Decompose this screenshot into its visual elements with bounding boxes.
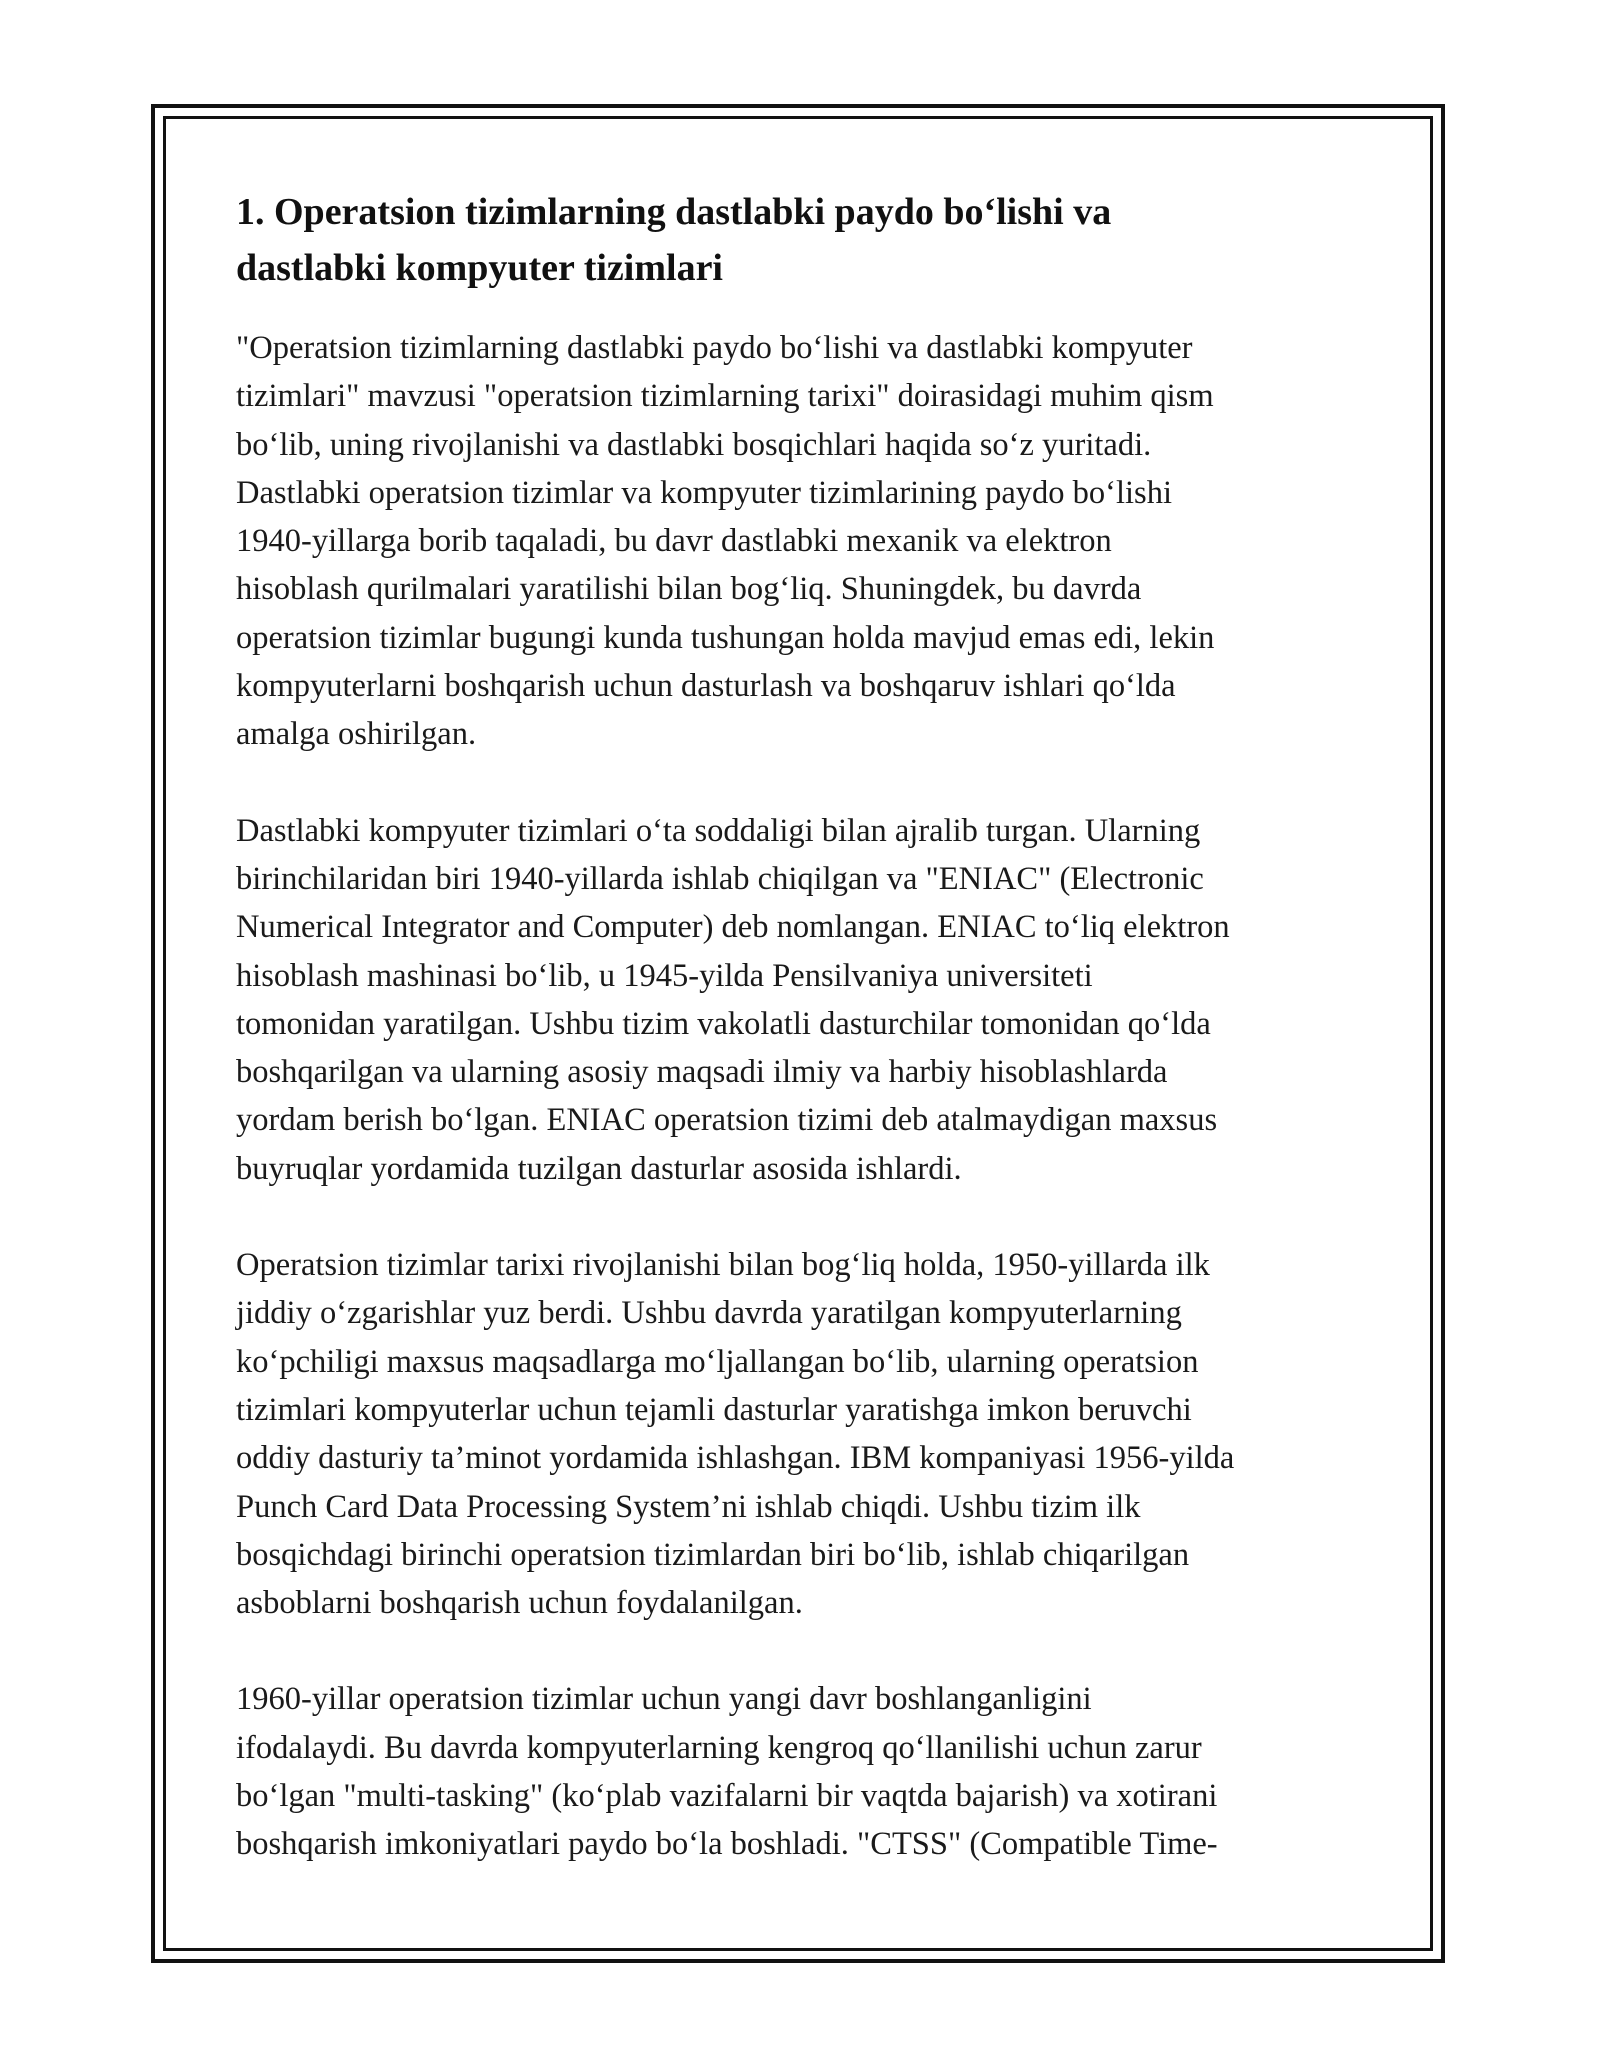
text-line: birinchilaridan biri 1940-yillarda ishlab chiqilgan va "ENIAC" (Electronic [236, 860, 1204, 897]
paragraph-2 [236, 807, 1366, 1193]
text-line: Dastlabki kompyuter tizimlari o‘ta soddaligi bilan ajralib turgan. Ularning [236, 812, 1201, 849]
text-line: bo‘lgan "multi-tasking" (ko‘plab vazifalarni bir vaqtda bajarish) va xotirani [236, 1778, 1218, 1815]
text-line: tizimlari" mavzusi "operatsion tizimlarning tarixi" doirasidagi muhim qism [236, 378, 1214, 415]
text-line: hisoblash mashinasi bo‘lib, u 1945-yilda Pensilvaniya universiteti [236, 957, 1093, 994]
text-line: ko‘pchiligi maxsus maqsadlarga mo‘ljallangan bo‘lib, ularning operatsion [236, 1343, 1199, 1380]
text-line: oddiy dasturiy ta’minot yordamida ishlashgan. IBM kompaniyasi 1956-yilda [236, 1440, 1235, 1477]
text-line: bosqichdagi birinchi operatsion tizimlardan biri bo‘lib, ishlab chiqarilgan [236, 1536, 1190, 1573]
section-heading-line: dastlabki kompyuter tizimlari [236, 247, 723, 289]
text-line: bo‘lib, uning rivojlanishi va dastlabki bosqichlari haqida so‘z yuritadi. [236, 426, 1152, 463]
text-line: amalga oshirilgan. [236, 716, 477, 753]
text-line: buyruqlar yordamida tuzilgan dasturlar asosida ishlardi. [236, 1150, 962, 1187]
text-line: kompyuterlarni boshqarish uchun dasturlash va boshqaruv ishlari qo‘lda [236, 668, 1176, 705]
text-line: hisoblash qurilmalari yaratilishi bilan bog‘liq. Shuningdek, bu davrda [236, 571, 1142, 608]
text-line: yordam berish bo‘lgan. ENIAC operatsion tizimi deb atalmaydigan maxsus [236, 1102, 1218, 1139]
text-line: operatsion tizimlar bugungi kunda tushungan holda mavjud emas edi, lekin [236, 619, 1215, 656]
text-line: 1960-yillar operatsion tizimlar uchun yangi davr boshlanganligini [236, 1681, 1092, 1718]
paragraph-4 [236, 1675, 1366, 1868]
text-line: tomonidan yaratilgan. Ushbu tizim vakolatli dasturchilar tomonidan qo‘lda [236, 1005, 1211, 1042]
text-line: jiddiy o‘zgarishlar yuz berdi. Ushbu davrda yaratilgan kompyuterlarning [236, 1295, 1182, 1332]
text-line: Operatsion tizimlar tarixi rivojlanishi bilan bog‘liq holda, 1950-yillarda ilk [236, 1247, 1210, 1284]
section-heading-line: 1. Operatsion tizimlarning dastlabki paydo bo‘lishi va [236, 191, 1112, 233]
text-line: Dastlabki operatsion tizimlar va kompyuter tizimlarining paydo bo‘lishi [236, 474, 1172, 511]
text-line: tizimlari kompyuterlar uchun tejamli dasturlar yaratishga imkon beruvchi [236, 1391, 1192, 1428]
document-body [236, 184, 1366, 1917]
paragraph-1 [236, 324, 1366, 759]
text-line: asboblarni boshqarish uchun foydalanilgan. [236, 1585, 803, 1622]
text-line: Punch Card Data Processing System’ni ishlab chiqdi. Ushbu tizim ilk [236, 1488, 1141, 1525]
paragraph-3 [236, 1241, 1366, 1627]
section-heading [236, 184, 1366, 296]
text-line: 1940-yillarga borib taqaladi, bu davr dastlabki mexanik va elektron [236, 523, 1112, 560]
text-line: boshqarilgan va ularning asosiy maqsadi ilmiy va harbiy hisoblashlarda [236, 1054, 1168, 1091]
text-line: ifodalaydi. Bu davrda kompyuterlarning kengroq qo‘llanilishi uchun zarur [236, 1729, 1202, 1766]
text-line: Numerical Integrator and Computer) deb nomlangan. ENIAC to‘liq elektron [236, 909, 1230, 946]
text-line: boshqarish imkoniyatlari paydo bo‘la boshladi. "CTSS" (Compatible Time- [236, 1826, 1218, 1863]
text-line: "Operatsion tizimlarning dastlabki paydo bo‘lishi va dastlabki kompyuter [236, 330, 1193, 366]
